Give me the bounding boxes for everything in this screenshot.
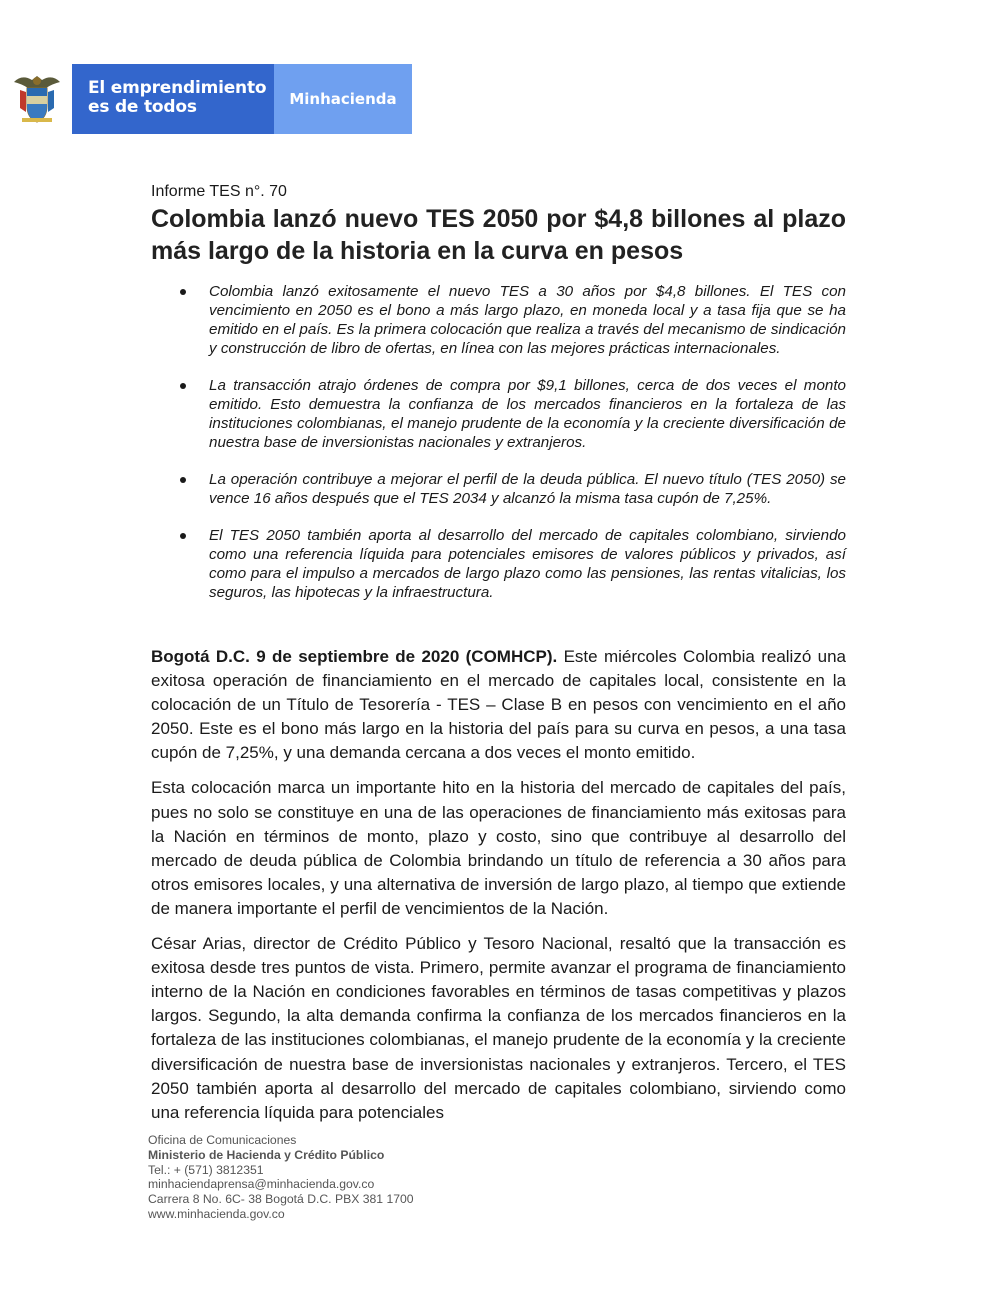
brand-logo: Minhacienda — [274, 64, 412, 134]
seal-box — [2, 64, 72, 134]
list-item — [151, 470, 846, 508]
list-item — [151, 376, 846, 452]
banner-slogan-line2: es de todos — [88, 97, 197, 117]
article-body — [151, 645, 846, 1136]
footer-phone: Tel.: + (571) 3812351 — [148, 1162, 264, 1177]
bullet-text: La transacción atrajo órdenes de compra por $9,1 billones, cerca de dos veces el monto emitido. Esto demuestra la confianza de los mercados financieros en la fortaleza de las instituciones colombianas, el manejo prudente de la economía y la creciente diversificación de nuestra base de inversionistas nacionales y extranjeros. — [209, 377, 846, 451]
bullet-text: El TES 2050 también aporta al desarrollo del mercado de capitales colombiano, sirviendo como una referencia líquida para potenciales emisores de valores públicos y privados, así como para el impulso a mercados de largo plazo como las pensiones, las rentas vitalicias, los seguros, las hipotecas y la infraestructura. — [209, 527, 846, 601]
coat-of-arms-icon — [12, 72, 62, 126]
footer-address: Carrera 8 No. 6C- 38 Bogotá D.C. PBX 381 1700 — [148, 1192, 414, 1207]
bullet-icon — [180, 533, 186, 539]
list-item — [151, 282, 846, 358]
bullet-text: La operación contribuye a mejorar el perfil de la deuda pública. El nuevo título (TES 2050) se vence 16 años después que el TES 2034 y alcanzó la misma tasa cupón de 7,25%. — [209, 471, 846, 507]
footer-email: minhaciendaprensa@minhacienda.gov.co — [148, 1177, 375, 1192]
bullet-icon — [180, 477, 186, 483]
footer-contact — [148, 1133, 414, 1222]
paragraph-3: César Arias, director de Crédito Público y Tesoro Nacional, resaltó que la transacción es exitosa desde tres puntos de vista. Primero, permite avanzar el programa de financiamiento interno de la Nación en condiciones favorables en términos de tasas competitivas y plazos largos. Segundo, la alta demanda confirma la confianza de los mercados financieros en la fortaleza de las instituciones colombianas, el manejo prudente de la economía y la creciente diversificación de nuestra base de inversionistas nacionales y extranjeros. Tercero, el TES 2050 también aporta al desarrollo del mercado de capitales colombiano, sirviendo como una referencia líquida para potenciales — [151, 934, 846, 1122]
header-banner — [2, 64, 412, 134]
bullet-icon — [180, 383, 186, 389]
footer-office: Oficina de Comunicaciones — [148, 1133, 297, 1147]
banner-slogan — [88, 79, 266, 117]
dateline: Bogotá D.C. 9 de septiembre de 2020 (COMHCP). — [151, 647, 558, 666]
paragraph-1 — [151, 645, 846, 765]
paragraph-1-text: Este miércoles Colombia realizó una exitosa operación de financiamiento en el mercado de capitales local, consistente en la colocación de un Título de Tesorería - TES – Clase B en pesos con vencimiento en el año 2050. Este es el bono más largo en la historia del país para su curva en pesos, a una tasa cupón de 7,25%, y una demanda cercana a dos veces el monto emitido. — [151, 647, 846, 763]
banner-slogan-line1: El emprendimiento — [88, 78, 267, 98]
headline: Colombia lanzó nuevo TES 2050 por $4,8 billones al plazo más largo de la historia en la curva en pesos — [151, 205, 846, 265]
report-number: Informe TES n°. 70 — [151, 183, 287, 200]
list-item — [151, 526, 846, 602]
banner-slogan-panel — [2, 64, 274, 134]
footer-web: www.minhacienda.gov.co — [148, 1206, 285, 1221]
summary-bullets — [151, 282, 846, 620]
bullet-icon — [180, 289, 186, 295]
bullet-text: Colombia lanzó exitosamente el nuevo TES a 30 años por $4,8 billones. El TES con vencimiento en 2050 es el bono a más largo plazo, en moneda local y a tasa fija que se ha emitido en el país. Es la primera colocación que realiza a través del mecanismo de sindicación y construcción de libro de ofertas, en línea con las mejores prácticas internacionales. — [209, 283, 846, 357]
footer-ministry: Ministerio de Hacienda y Crédito Público — [148, 1147, 385, 1162]
paragraph-2: Esta colocación marca un importante hito en la historia del mercado de capitales del país, pues no solo se constituye en una de las operaciones de financiamiento más exitosas para la Nación en términos de monto, plazo y costo, sino que contribuye al desarrollo del mercado de deuda pública de Colombia brindando un título de referencia a 30 años para otros emisores locales, y una alternativa de inversión de largo plazo, al tiempo que extiende de manera importante el perfil de vencimientos de la Nación. — [151, 778, 846, 918]
